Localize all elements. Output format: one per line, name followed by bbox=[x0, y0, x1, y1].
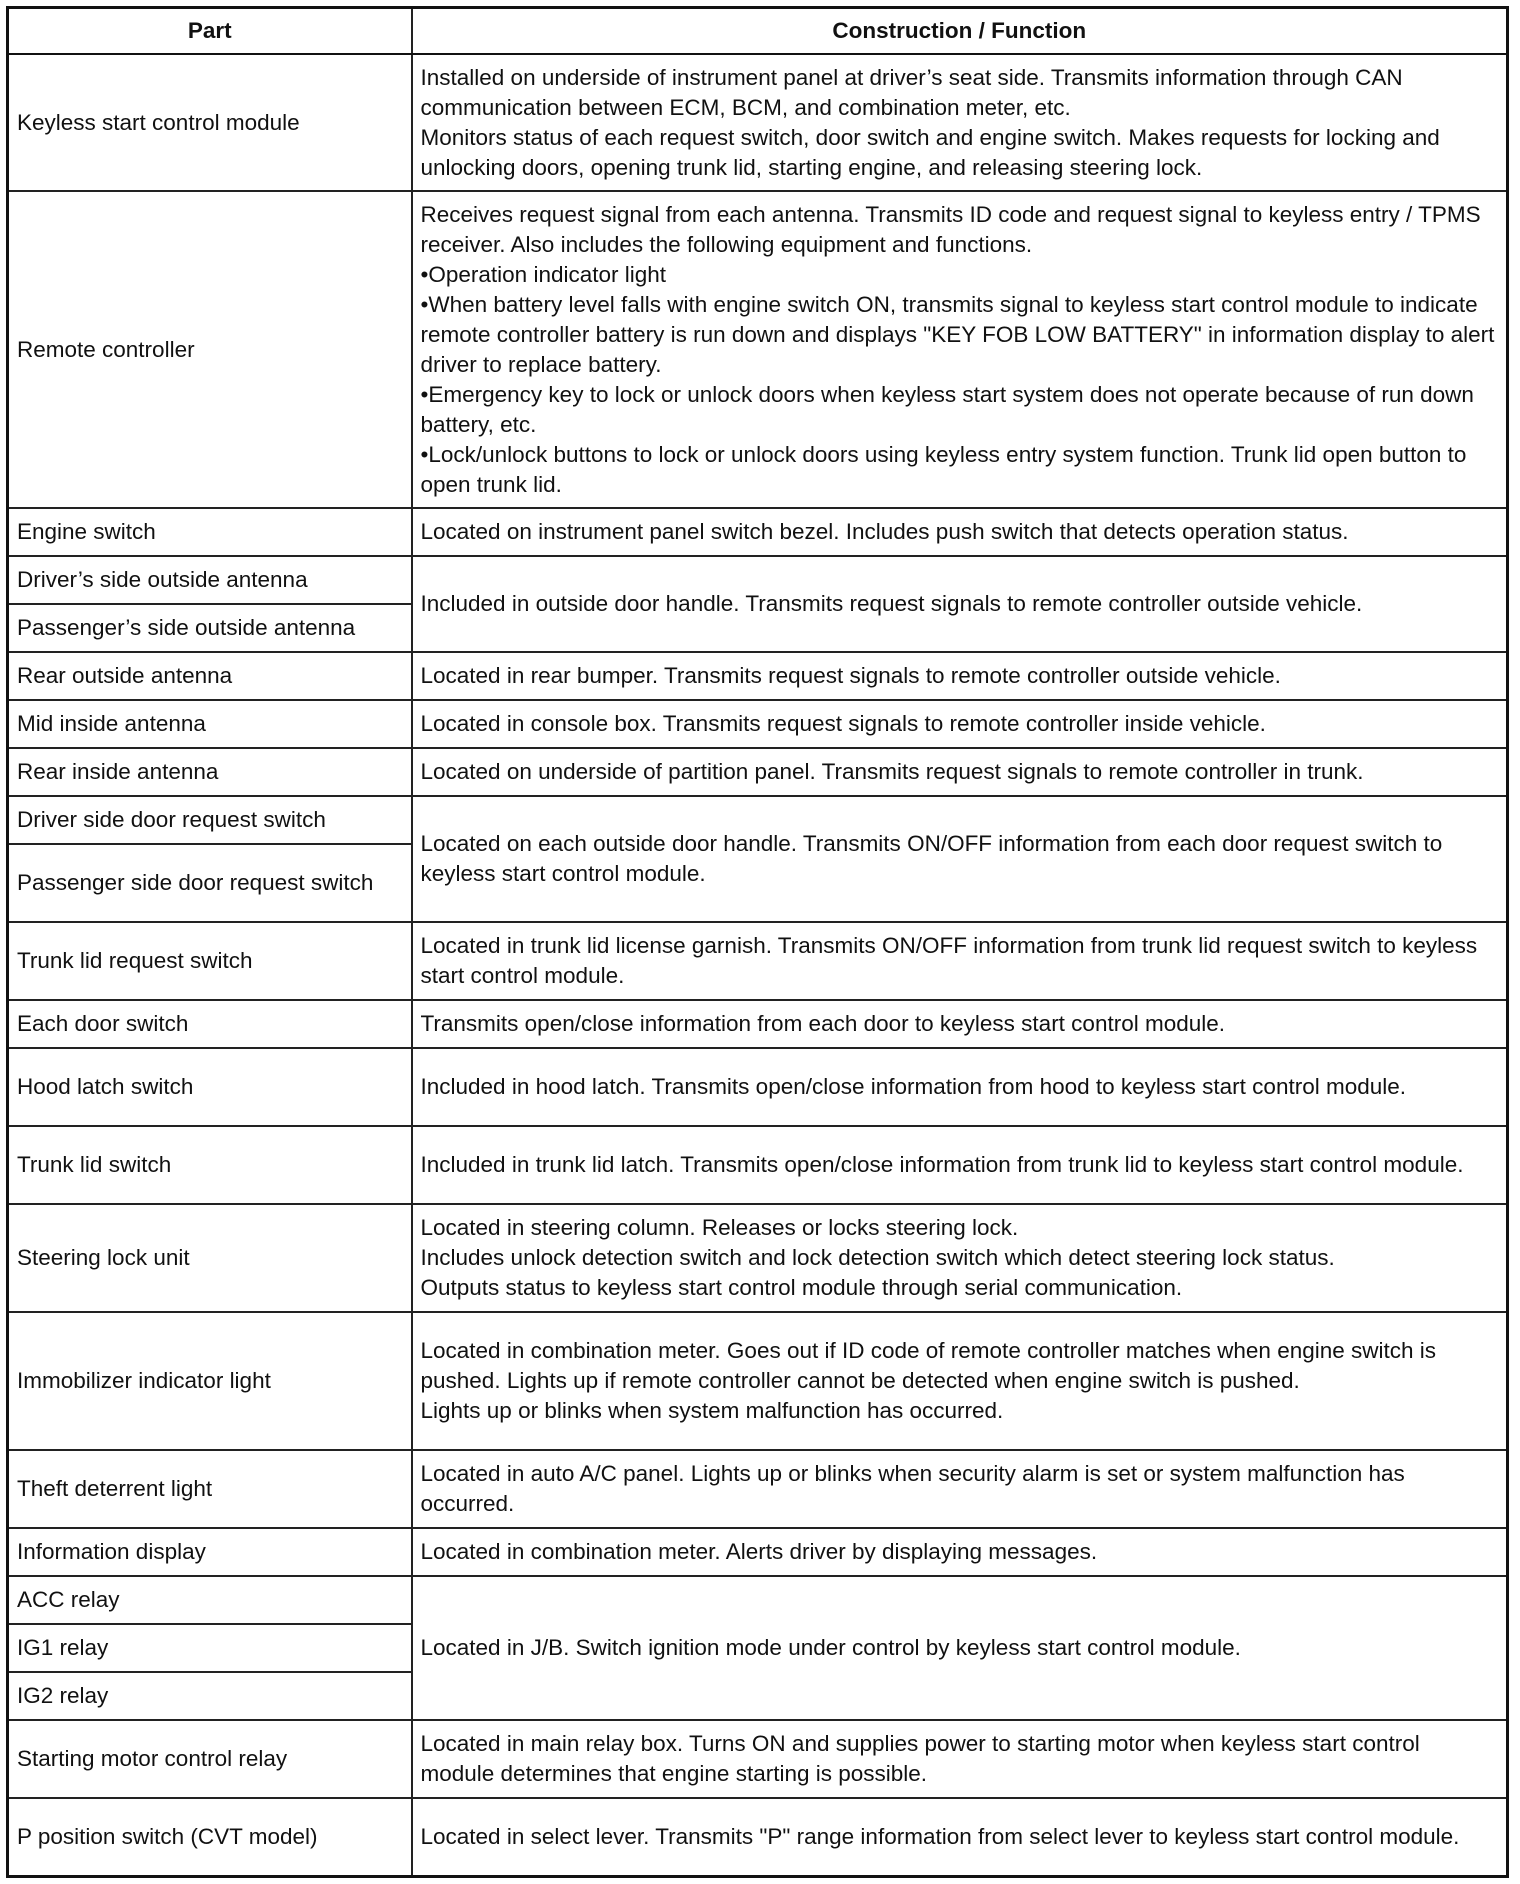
part-name: Theft deterrent light bbox=[8, 1450, 412, 1528]
part-function bbox=[412, 652, 1508, 700]
part-name: Immobilizer indicator light bbox=[8, 1312, 412, 1450]
table-row bbox=[8, 922, 1508, 1000]
table-row bbox=[8, 1312, 1508, 1450]
function-line: Included in outside door handle. Transmits request signals to remote controller outside vehicle. bbox=[420, 591, 1363, 616]
function-line: Includes unlock detection switch and lock detection switch which detect steering lock status. bbox=[420, 1245, 1335, 1270]
part-name: Remote controller bbox=[8, 191, 412, 508]
function-line: Located in J/B. Switch ignition mode under control by keyless start control module. bbox=[420, 1635, 1241, 1660]
part-name: Rear outside antenna bbox=[8, 652, 412, 700]
part-function bbox=[412, 1126, 1508, 1204]
part-name: Each door switch bbox=[8, 1000, 412, 1048]
function-line: Transmits open/close information from each door to keyless start control module. bbox=[420, 1011, 1226, 1036]
part-name: ACC relay bbox=[8, 1576, 412, 1624]
function-line: Receives request signal from each antenna. Transmits ID code and request signal to keyless entry / TPMS receiver. Also includes the following equipment and functions. bbox=[420, 201, 1481, 257]
function-line: •When battery level falls with engine switch ON, transmits signal to keyless start control module to indicate remote controller battery is run down and displays "KEY FOB LOW BATTERY" in information display to alert driver to replace battery. bbox=[420, 291, 1495, 377]
function-line: Located in combination meter. Goes out if ID code of remote controller matches when engine switch is pushed. Lights up if remote controller cannot be detected when engine switch is pushed. bbox=[420, 1338, 1437, 1393]
function-line: Lights up or blinks when system malfunction has occurred. bbox=[420, 1398, 1004, 1423]
part-name: Hood latch switch bbox=[8, 1048, 412, 1126]
part-name: Information display bbox=[8, 1528, 412, 1576]
part-function bbox=[412, 748, 1508, 796]
table-row bbox=[8, 1576, 1508, 1624]
part-function bbox=[412, 508, 1508, 556]
table-row bbox=[8, 1126, 1508, 1204]
part-name: Mid inside antenna bbox=[8, 700, 412, 748]
function-line: Outputs status to keyless start control module through serial communication. bbox=[420, 1275, 1183, 1300]
table-row bbox=[8, 700, 1508, 748]
part-function bbox=[412, 1312, 1508, 1450]
part-name: IG1 relay bbox=[8, 1624, 412, 1672]
part-name: IG2 relay bbox=[8, 1672, 412, 1720]
part-function bbox=[412, 700, 1508, 748]
part-name: Passenger’s side outside antenna bbox=[8, 604, 412, 652]
part-function bbox=[412, 191, 1508, 508]
function-line: Located in console box. Transmits request signals to remote controller inside vehicle. bbox=[420, 711, 1266, 736]
table-row bbox=[8, 54, 1508, 191]
parts-function-table bbox=[6, 6, 1509, 1878]
part-function bbox=[412, 1576, 1508, 1720]
part-name: Passenger side door request switch bbox=[8, 844, 412, 922]
function-line: •Lock/unlock buttons to lock or unlock doors using keyless entry system function. Trunk lid open button to open trunk lid. bbox=[420, 441, 1467, 497]
table-row bbox=[8, 796, 1508, 844]
part-name: Engine switch bbox=[8, 508, 412, 556]
part-function bbox=[412, 1450, 1508, 1528]
part-function bbox=[412, 1798, 1508, 1876]
function-line: •Operation indicator light bbox=[420, 261, 667, 287]
part-function bbox=[412, 556, 1508, 652]
table-row bbox=[8, 652, 1508, 700]
header-row bbox=[8, 8, 1508, 55]
table-row bbox=[8, 191, 1508, 508]
header-construction-function: Construction / Function bbox=[412, 8, 1508, 55]
table-row bbox=[8, 556, 1508, 604]
function-line: Included in trunk lid latch. Transmits open/close information from trunk lid to keyless start control module. bbox=[420, 1152, 1464, 1177]
table-row bbox=[8, 1720, 1508, 1798]
part-function bbox=[412, 54, 1508, 191]
part-name: P position switch (CVT model) bbox=[8, 1798, 412, 1876]
header-part: Part bbox=[8, 8, 412, 55]
function-line: Located on underside of partition panel. Transmits request signals to remote controller in trunk. bbox=[420, 759, 1364, 784]
part-name: Driver side door request switch bbox=[8, 796, 412, 844]
part-function bbox=[412, 1720, 1508, 1798]
function-line: Monitors status of each request switch, door switch and engine switch. Makes requests for locking and unlocking doors, opening trunk lid, starting engine, and releasing steering lock. bbox=[420, 124, 1440, 180]
table-row bbox=[8, 1528, 1508, 1576]
function-line: •Emergency key to lock or unlock doors when keyless start system does not operate because of run down battery, etc. bbox=[420, 381, 1474, 437]
part-function bbox=[412, 1204, 1508, 1312]
function-line: Located in rear bumper. Transmits request signals to remote controller outside vehicle. bbox=[420, 663, 1281, 688]
function-line: Located in select lever. Transmits "P" range information from select lever to keyless start control module. bbox=[420, 1823, 1460, 1849]
function-line: Located in main relay box. Turns ON and supplies power to starting motor when keyless start control module determines that engine starting is possible. bbox=[420, 1731, 1420, 1786]
function-line: Located in steering column. Releases or locks steering lock. bbox=[420, 1215, 1019, 1240]
table-row bbox=[8, 1450, 1508, 1528]
function-line: Located in auto A/C panel. Lights up or blinks when security alarm is set or system malfunction has occurred. bbox=[420, 1461, 1405, 1516]
table-row bbox=[8, 748, 1508, 796]
table-row bbox=[8, 1000, 1508, 1048]
table-row bbox=[8, 1798, 1508, 1876]
part-function bbox=[412, 1000, 1508, 1048]
part-name: Trunk lid switch bbox=[8, 1126, 412, 1204]
part-name: Starting motor control relay bbox=[8, 1720, 412, 1798]
part-function bbox=[412, 922, 1508, 1000]
part-function bbox=[412, 1048, 1508, 1126]
function-line: Located in trunk lid license garnish. Transmits ON/OFF information from trunk lid request switch to keyless start control module. bbox=[420, 933, 1478, 988]
function-line: Located on instrument panel switch bezel. Includes push switch that detects operation status. bbox=[420, 519, 1349, 544]
part-function bbox=[412, 1528, 1508, 1576]
part-name: Driver’s side outside antenna bbox=[8, 556, 412, 604]
function-line: Located on each outside door handle. Transmits ON/OFF information from each door request switch to keyless start control module. bbox=[420, 831, 1443, 886]
part-name: Steering lock unit bbox=[8, 1204, 412, 1312]
part-name: Trunk lid request switch bbox=[8, 922, 412, 1000]
function-line: Included in hood latch. Transmits open/close information from hood to keyless start control module. bbox=[420, 1074, 1407, 1099]
part-function bbox=[412, 796, 1508, 922]
table-row bbox=[8, 1048, 1508, 1126]
part-name: Keyless start control module bbox=[8, 54, 412, 191]
table-row bbox=[8, 508, 1508, 556]
part-name: Rear inside antenna bbox=[8, 748, 412, 796]
function-line: Located in combination meter. Alerts driver by displaying messages. bbox=[420, 1539, 1098, 1564]
table-row bbox=[8, 1204, 1508, 1312]
function-line: Installed on underside of instrument panel at driver’s seat side. Transmits information through CAN communication between ECM, BCM, and combination meter, etc. bbox=[420, 64, 1403, 120]
